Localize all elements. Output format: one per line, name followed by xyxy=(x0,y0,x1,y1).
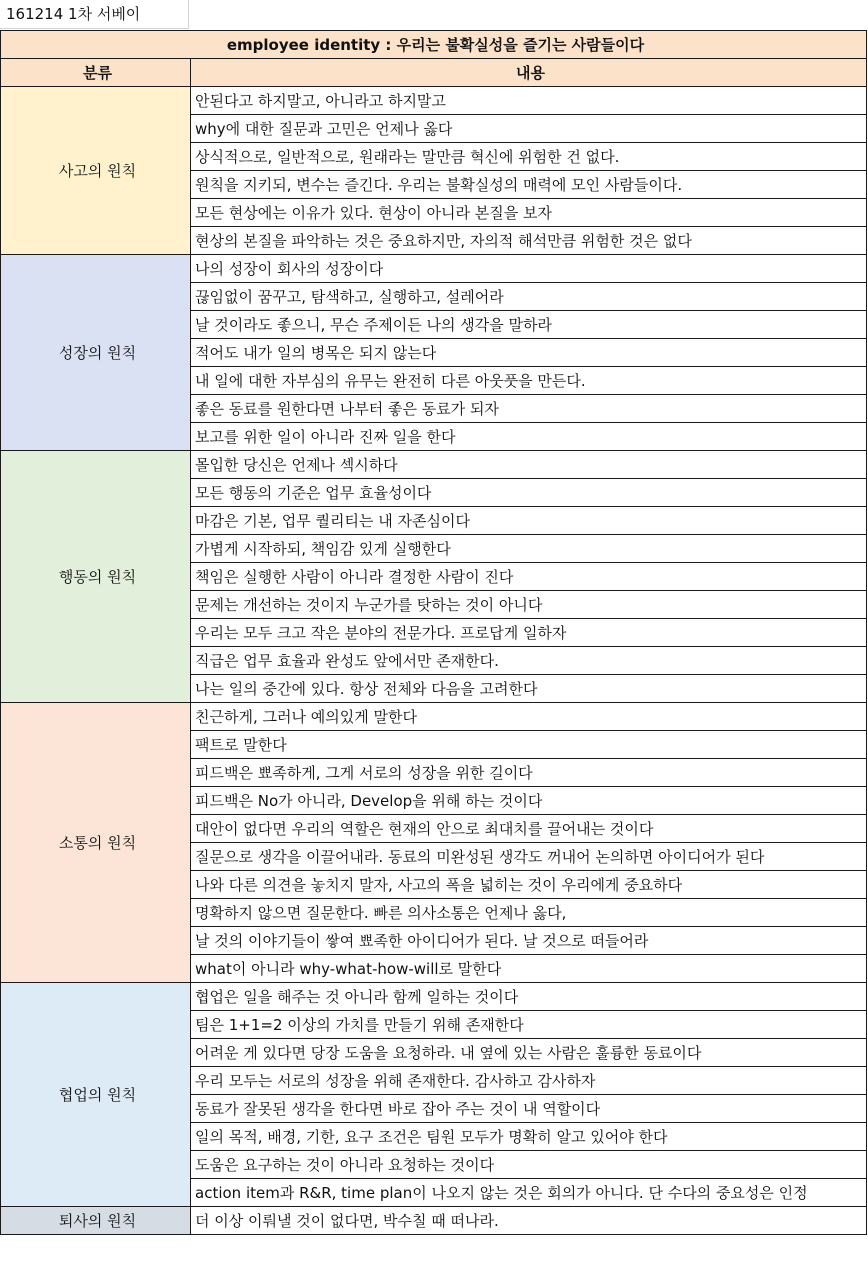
content-cell[interactable]: 좋은 동료를 원한다면 나부터 좋은 동료가 되자 xyxy=(191,395,867,423)
content-cell[interactable]: 동료가 잘못된 생각을 한다면 바로 잡아 주는 것이 내 역할이다 xyxy=(191,1095,867,1123)
content-cell[interactable]: 현상의 본질을 파악하는 것은 중요하지만, 자의적 해석만큼 위험한 것은 없다 xyxy=(191,227,867,255)
content-cell[interactable]: 모든 행동의 기준은 업무 효율성이다 xyxy=(191,479,867,507)
category-cell-communication[interactable]: 소통의 원칙 xyxy=(1,703,191,983)
category-cell-action[interactable]: 행동의 원칙 xyxy=(1,451,191,703)
content-cell[interactable]: 어려운 게 있다면 당장 도움을 요청하라. 내 옆에 있는 사람은 훌륭한 동료이다 xyxy=(191,1039,867,1067)
content-cell[interactable]: what이 아니라 why-what-how-will로 말한다 xyxy=(191,955,867,983)
content-cell[interactable]: 몰입한 당신은 언제나 섹시하다 xyxy=(191,451,867,479)
top-row xyxy=(0,0,868,30)
content-cell[interactable]: action item과 R&R, time plan이 나오지 않는 것은 회의가 아니다. 단 수다의 중요성은 인정 xyxy=(191,1179,867,1207)
content-cell[interactable]: 가볍게 시작하되, 책임감 있게 실행한다 xyxy=(191,535,867,563)
table-row xyxy=(1,1207,867,1235)
sheet-tag-cell[interactable]: 161214 1차 서베이 xyxy=(0,0,189,29)
content-cell[interactable]: 내 일에 대한 자부심의 유무는 완전히 다른 아웃풋을 만든다. xyxy=(191,367,867,395)
table-row xyxy=(1,703,867,731)
content-cell[interactable]: 친근하게, 그러나 예의있게 말한다 xyxy=(191,703,867,731)
table-row xyxy=(1,255,867,283)
banner-row xyxy=(1,31,867,59)
category-cell-collaboration[interactable]: 협업의 원칙 xyxy=(1,983,191,1207)
content-cell[interactable]: 대안이 없다면 우리의 역할은 현재의 안으로 최대치를 끌어내는 것이다 xyxy=(191,815,867,843)
content-cell[interactable]: 명확하지 않으면 질문한다. 빠른 의사소통은 언제나 옳다, xyxy=(191,899,867,927)
content-cell[interactable]: 더 이상 이뤄낼 것이 없다면, 박수칠 때 떠나라. xyxy=(191,1207,867,1235)
principles-table-body xyxy=(1,31,867,1235)
content-cell[interactable]: why에 대한 질문과 고민은 언제나 옳다 xyxy=(191,115,867,143)
content-cell[interactable]: 날 것의 이야기들이 쌓여 뾰족한 아이디어가 된다. 날 것으로 떠들어라 xyxy=(191,927,867,955)
content-cell[interactable]: 상식적으로, 일반적으로, 원래라는 말만큼 혁신에 위험한 건 없다. xyxy=(191,143,867,171)
content-cell[interactable]: 마감은 기본, 업무 퀄리티는 내 자존심이다 xyxy=(191,507,867,535)
content-cell[interactable]: 팀은 1+1=2 이상의 가치를 만들기 위해 존재한다 xyxy=(191,1011,867,1039)
content-cell[interactable]: 끊임없이 꿈꾸고, 탐색하고, 실행하고, 설레어라 xyxy=(191,283,867,311)
content-cell[interactable]: 나는 일의 중간에 있다. 항상 전체와 다음을 고려한다 xyxy=(191,675,867,703)
content-cell[interactable]: 책임은 실행한 사람이 아니라 결정한 사람이 진다 xyxy=(191,563,867,591)
table-row xyxy=(1,451,867,479)
header-row xyxy=(1,59,867,87)
content-header-cell[interactable]: 내용 xyxy=(191,59,867,87)
content-cell[interactable]: 협업은 일을 해주는 것 아니라 함께 일하는 것이다 xyxy=(191,983,867,1011)
content-cell[interactable]: 팩트로 말한다 xyxy=(191,731,867,759)
content-cell[interactable]: 날 것이라도 좋으니, 무슨 주제이든 나의 생각을 말하라 xyxy=(191,311,867,339)
content-cell[interactable]: 나와 다른 의견을 놓치지 말자, 사고의 폭을 넓히는 것이 우리에게 중요하다 xyxy=(191,871,867,899)
content-cell[interactable]: 직급은 업무 효율과 완성도 앞에서만 존재한다. xyxy=(191,647,867,675)
content-cell[interactable]: 원칙을 지키되, 변수는 즐긴다. 우리는 불확실성의 매력에 모인 사람들이다. xyxy=(191,171,867,199)
content-cell[interactable]: 안된다고 하지말고, 아니라고 하지말고 xyxy=(191,87,867,115)
category-cell-thinking[interactable]: 사고의 원칙 xyxy=(1,87,191,255)
category-header-cell[interactable]: 분류 xyxy=(1,59,191,87)
content-cell[interactable]: 보고를 위한 일이 아니라 진짜 일을 한다 xyxy=(191,423,867,451)
category-cell-leaving[interactable]: 퇴사의 원칙 xyxy=(1,1207,191,1235)
content-cell[interactable]: 모든 현상에는 이유가 있다. 현상이 아니라 본질을 보자 xyxy=(191,199,867,227)
content-cell[interactable]: 일의 목적, 배경, 기한, 요구 조건은 팀원 모두가 명확히 알고 있어야 한다 xyxy=(191,1123,867,1151)
content-cell[interactable]: 적어도 내가 일의 병목은 되지 않는다 xyxy=(191,339,867,367)
content-cell[interactable]: 문제는 개선하는 것이지 누군가를 탓하는 것이 아니다 xyxy=(191,591,867,619)
table-row xyxy=(1,87,867,115)
content-cell[interactable]: 피드백은 뾰족하게, 그게 서로의 성장을 위한 길이다 xyxy=(191,759,867,787)
content-cell[interactable]: 질문으로 생각을 이끌어내라. 동료의 미완성된 생각도 꺼내어 논의하면 아이디어가 된다 xyxy=(191,843,867,871)
content-cell[interactable]: 피드백은 No가 아니라, Develop을 위해 하는 것이다 xyxy=(191,787,867,815)
content-cell[interactable]: 우리 모두는 서로의 성장을 위해 존재한다. 감사하고 감사하자 xyxy=(191,1067,867,1095)
content-cell[interactable]: 도움은 요구하는 것이 아니라 요청하는 것이다 xyxy=(191,1151,867,1179)
principles-table xyxy=(0,30,867,1235)
category-cell-growth[interactable]: 성장의 원칙 xyxy=(1,255,191,451)
table-row xyxy=(1,983,867,1011)
content-cell[interactable]: 나의 성장이 회사의 성장이다 xyxy=(191,255,867,283)
content-cell[interactable]: 우리는 모두 크고 작은 분야의 전문가다. 프로답게 일하자 xyxy=(191,619,867,647)
banner-cell[interactable]: employee identity : 우리는 불확실성을 즐기는 사람들이다 xyxy=(1,31,867,59)
